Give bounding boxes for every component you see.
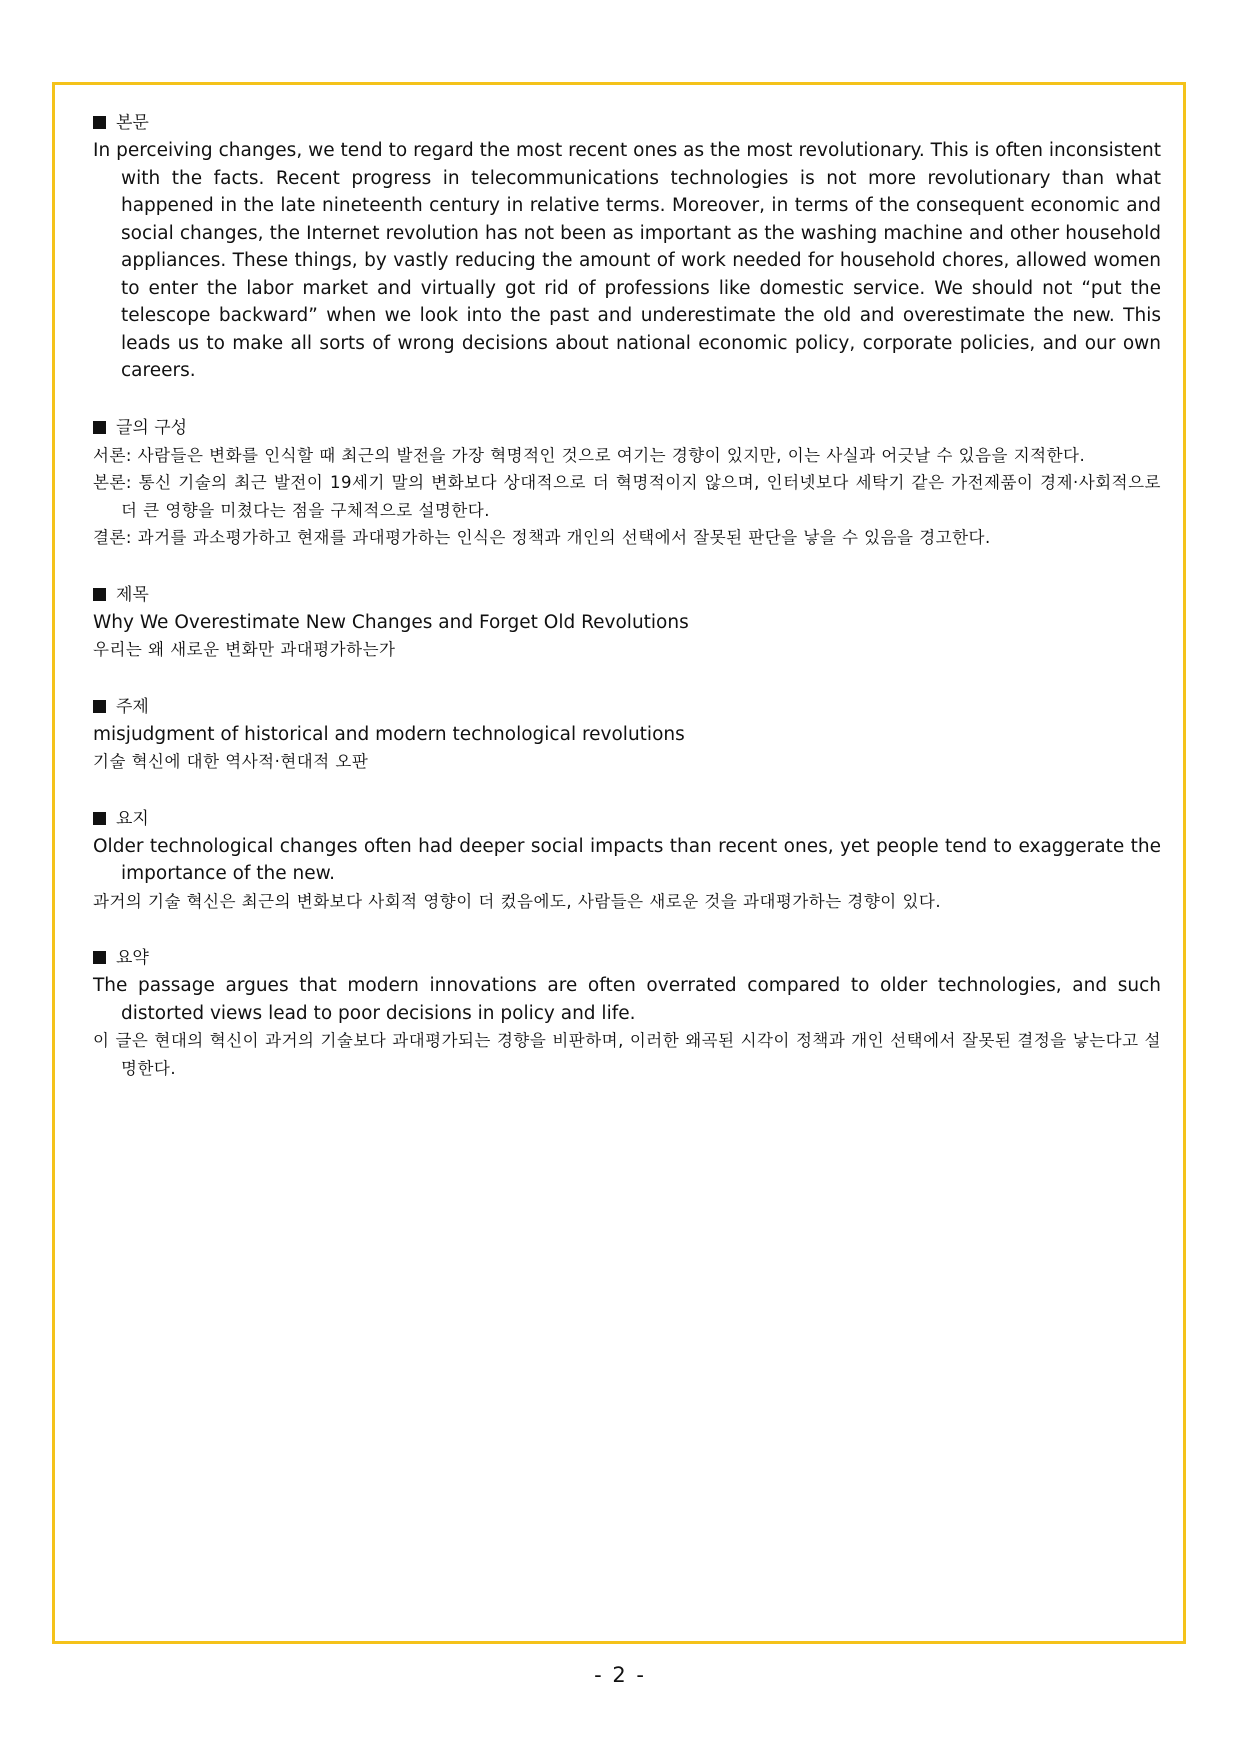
square-bullet-icon [93, 951, 106, 964]
section-summary [93, 945, 1161, 1082]
structure-main: 본론: 통신 기술의 최근 발전이 19세기 말의 변화보다 상대적으로 더 혁명적이지 않으며, 인터넷보다 세탁기 같은 가전제품이 경제·사회적으로 더 큰 영향을 미쳤다는 점을 구체적으로 설명한다. [93, 473, 1161, 520]
section-heading-summary [93, 945, 1161, 972]
page-number: - 2 - [594, 1663, 646, 1687]
body-text: In perceiving changes, we tend to regard the most recent ones as the most revolutionary. This is often inconsistent with the facts. Recent progress in telecommunications technologies is not more revolutionary than what happened in the late nineteenth century in relative terms. Moreover, in terms of the consequent economic and social changes, the Internet revolution has not been as important as the washing machine and other household appliances. These things, by vastly reducing the amount of work needed for household chores, allowed women to enter the labor market and virtually got rid of professions like domestic service. We should not “put the telescope backward” when we look into the past and underestimate the old and overestimate the new. This leads us to make all sorts of wrong decisions about national economic policy, corporate policies, and our own careers. [93, 140, 1161, 381]
section-title [93, 582, 1161, 664]
square-bullet-icon [93, 588, 106, 601]
heading-label: 본문 [116, 113, 149, 133]
section-heading-topic [93, 694, 1161, 721]
gist-en: Older technological changes often had deeper social impacts than recent ones, yet people tend to exaggerate the importance of the new. [93, 835, 1161, 884]
structure-conclusion: 결론: 과거를 과소평가하고 현재를 과대평가하는 인식은 정책과 개인의 선택에서 잘못된 판단을 낳을 수 있음을 경고한다. [93, 528, 991, 547]
summary-ko: 이 글은 현대의 혁신이 과거의 기술보다 과대평가되는 경향을 비판하며, 이러한 왜곡된 시각이 정책과 개인 선택에서 잘못된 결정을 낳는다고 설명한다. [93, 1031, 1161, 1078]
gist-ko: 과거의 기술 혁신은 최근의 변화보다 사회적 영향이 더 컸음에도, 사람들은 새로운 것을 과대평가하는 경향이 있다. [93, 891, 942, 911]
topic-ko: 기술 혁신에 대한 역사적·현대적 오판 [93, 752, 369, 771]
heading-label: 글의 구성 [116, 417, 188, 438]
square-bullet-icon [93, 421, 106, 434]
topic-en: misjudgment of historical and modern technological revolutions [93, 723, 685, 745]
section-body [93, 110, 1161, 385]
section-topic [93, 694, 1161, 776]
title-ko: 우리는 왜 새로운 변화만 과대평가하는가 [93, 640, 396, 659]
section-heading-body [93, 110, 1161, 137]
heading-label: 요약 [116, 948, 149, 968]
section-gist [93, 806, 1161, 916]
section-heading-gist [93, 806, 1161, 833]
heading-label: 주제 [116, 696, 149, 717]
heading-label: 제목 [116, 584, 149, 605]
summary-en: The passage argues that modern innovations are often overrated compared to older technologies, and such distorted views lead to poor decisions in policy and life. [93, 975, 1161, 1024]
square-bullet-icon [93, 700, 106, 713]
document-content [93, 110, 1161, 1112]
section-heading-title [93, 582, 1161, 609]
title-en: Why We Overestimate New Changes and Forget Old Revolutions [93, 611, 689, 633]
section-structure [93, 415, 1161, 552]
structure-intro: 서론: 사람들은 변화를 인식할 때 최근의 발전을 가장 혁명적인 것으로 여기는 경향이 있지만, 이는 사실과 어긋날 수 있음을 지적한다. [93, 445, 1086, 465]
heading-label: 요지 [116, 808, 149, 829]
square-bullet-icon [93, 812, 106, 825]
section-heading-structure [93, 415, 1161, 442]
square-bullet-icon [93, 116, 106, 129]
